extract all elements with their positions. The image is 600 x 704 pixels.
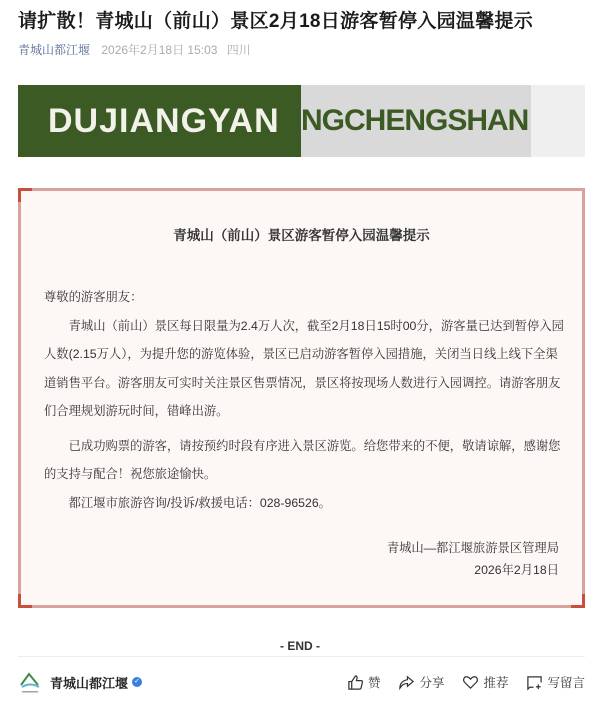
publish-time: 2026年2月18日 15:03 <box>101 43 218 57</box>
footer-account-name[interactable]: 青城山都江堰 <box>50 675 129 691</box>
publish-location: 四川 <box>226 43 251 57</box>
article-meta <box>18 41 257 58</box>
notice-paragraph: 青城山（前山）景区每日限量为2.4万人次，截至2月18日15时00分，游客量已达到暂停入园人数(2.15万人），为提升您的游览体验，景区已启动游客暂停入园措施，关闭当日线上线下全渠道销售平台。游客朋友可实时关注景区售票情况，景区将按现场人数进行入园调控。请游客朋友们合理规划游玩时间，错峰出游。 <box>44 318 564 418</box>
recommend-label: 推荐 <box>483 676 509 690</box>
notice-date: 2026年2月18日 <box>474 563 559 577</box>
share-icon <box>398 674 415 691</box>
banner-right-text: NGCHENGSHAN <box>301 85 531 157</box>
corner-decoration <box>18 188 32 202</box>
divider <box>18 656 585 657</box>
verified-badge-icon: ✓ <box>132 677 142 687</box>
corner-decoration <box>18 594 32 608</box>
notice-greeting: 尊敬的游客朋友： <box>44 290 143 304</box>
notice-card <box>18 188 585 608</box>
like-label: 赞 <box>367 676 381 690</box>
end-marker: - END - <box>280 639 320 653</box>
account-logo-icon[interactable] <box>18 669 42 695</box>
banner-image <box>18 85 585 157</box>
like-button[interactable] <box>347 673 381 691</box>
heart-icon <box>462 674 479 691</box>
article-title: 请扩散！青城山（前山）景区2月18日游客暂停入园温馨提示 <box>18 11 534 32</box>
notice-paragraph: 已成功购票的游客，请按预约时段有序进入景区游览。给您带来的不便，敬请谅解，感谢您的支持与配合！祝您旅途愉快。 <box>44 438 561 481</box>
share-label: 分享 <box>419 676 445 690</box>
corner-decoration <box>571 594 585 608</box>
notice-heading: 青城山（前山）景区游客暂停入园温馨提示 <box>173 228 430 243</box>
notice-hotline: 都江堰市旅游咨询/投诉/救援电话：028-96526。 <box>68 495 331 510</box>
thumbs-up-icon <box>347 674 364 691</box>
account-link[interactable]: 青城山都江堰 <box>18 43 91 57</box>
comment-icon <box>526 674 543 691</box>
footer-bar <box>18 666 585 698</box>
comment-button[interactable] <box>526 673 585 691</box>
share-button[interactable] <box>398 673 444 691</box>
comment-label: 写留言 <box>547 676 585 690</box>
recommend-button[interactable] <box>462 673 508 691</box>
notice-signature: 青城山—都江堰旅游景区管理局 <box>386 541 559 555</box>
banner-left-text: DUJIANGYAN <box>18 85 301 157</box>
